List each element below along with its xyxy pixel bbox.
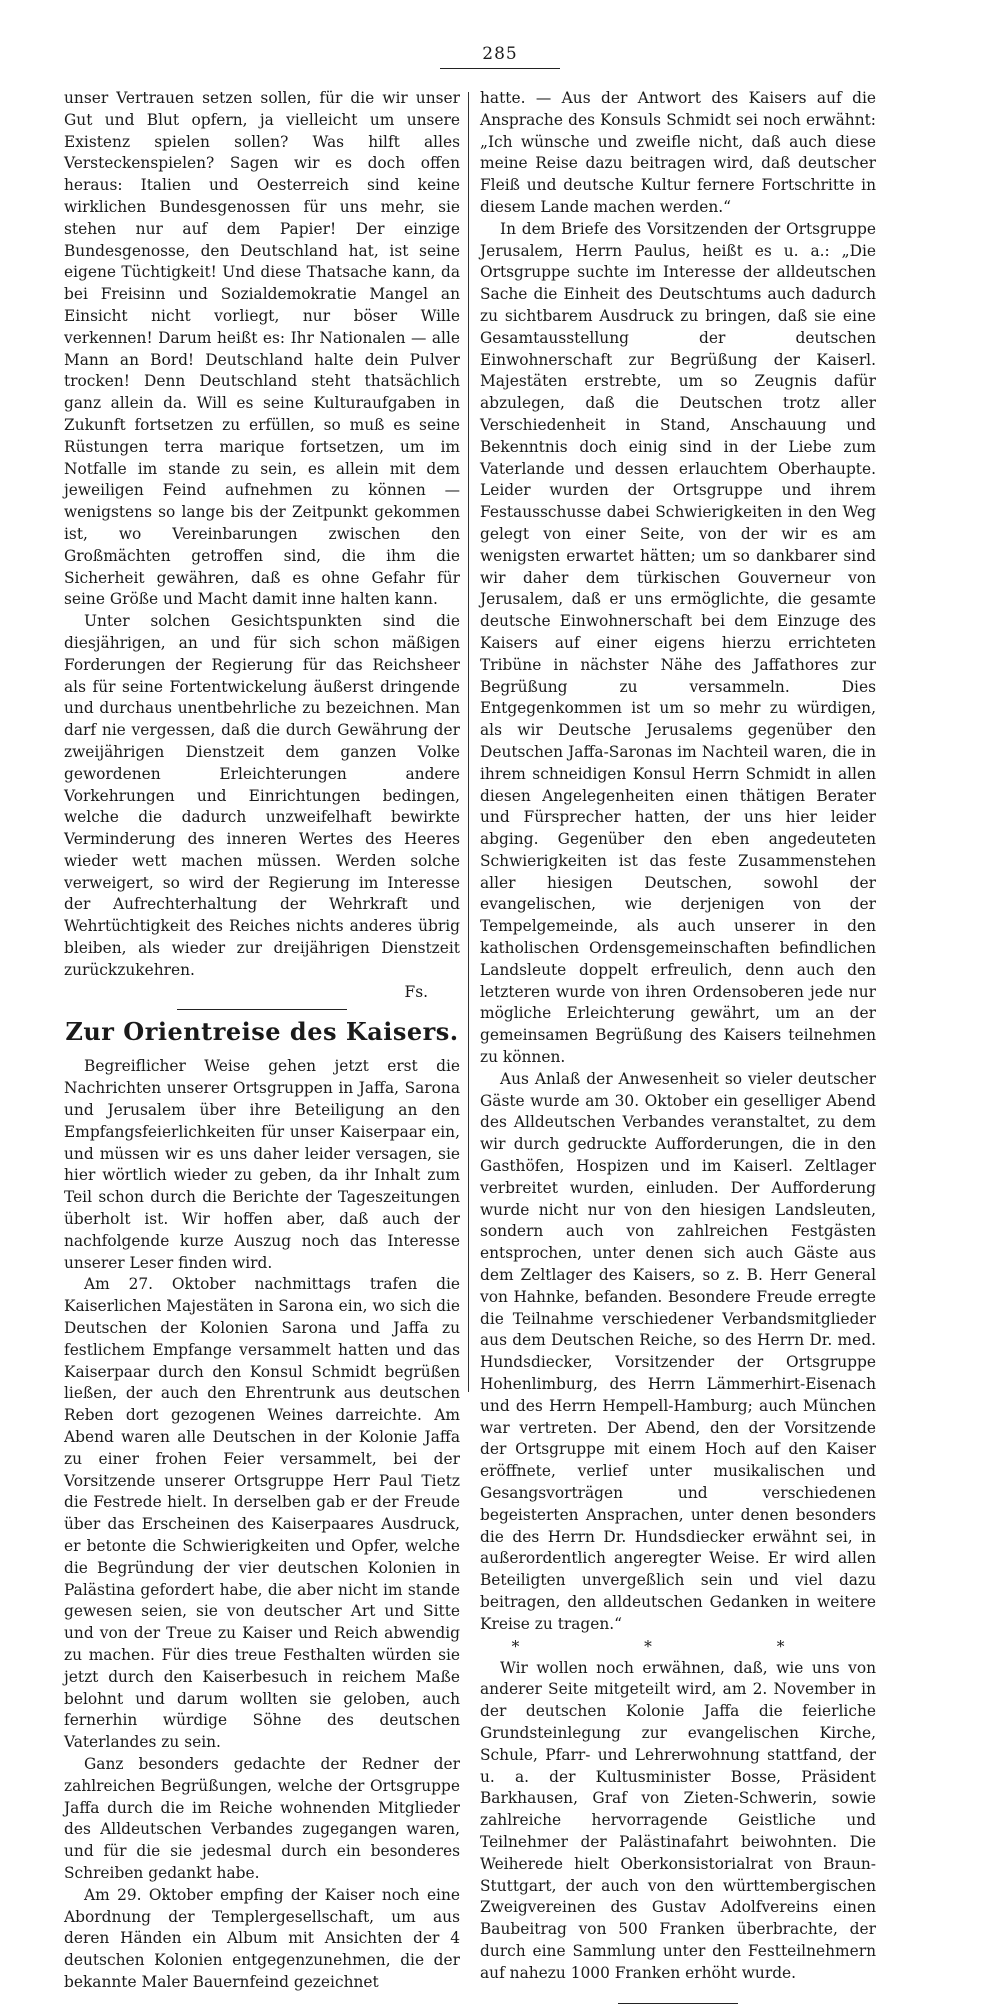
column-divider [468,92,469,1392]
left-paragraph-6: Am 29. Oktober empfing der Kaiser noch eine Abordnung der Templergesellschaft, um aus deren Händen ein Album mit Ansichten der 4 deutschen Kolonien entgegenzunehmen, die der bekannte Maler Bauernfeind gezeichnet [64,1885,460,1991]
section-title: Zur Orientreise des Kaisers. [65,1017,459,1047]
left-paragraph-1: unser Vertrauen setzen sollen, für die wir unser Gut und Blut opfern, ja vielleicht um unsere Existenz spielen sollen? Was hilft alles Versteckenspielen? Sagen wir es doch offen heraus: Italien und Oesterreich sind keine wirklichen Bundesgenossen für uns mehr, sie stehen nur auf dem Papier! Der einzige Bundesgenosse, den Deutschland hat, ist seine eigene Tüchtigkeit! Und diese Thatsache kann, da bei Freisinn und Sozialdemokratie Mangel an Einsicht nicht vorliegt, nur böser Wille verkennen! Darum heißt es: Ihr Nationalen — alle Mann an Bord! Deutschland halte dein Pulver trocken! Denn Deutschland steht thatsächlich ganz allein da. Will es seine Kulturaufgaben in Zukunft fortsetzen zu erfüllen, so muß es seine Rüstungen terra marique fortsetzen, um im Notfalle im stande zu sein, es allein mit dem jeweiligen Feind aufnehmen zu können — wenigstens so lange bis der Zeitpunkt gekommen ist, wo Vereinbarungen zwischen den Großmächten getroffen sind, die ihm die Sicherheit gewähren, daß es ohne Gefahr für seine Größe und Macht damit inne halten kann. [64,89,460,609]
author-signature: Fs. [404,982,428,1001]
section-divider [177,1009,347,1010]
right-column [480,88,876,2004]
left-paragraph-4: Am 27. Oktober nachmittags trafen die Kaiserlichen Majestäten in Sarona ein, wo sich die Deutschen der Kolonien Sarona und Jaffa zu festlichem Empfange versammelt hatten und das Kaiserpaar durch den Konsul Schmidt begrüßen ließen, der auch den Ehrentrunk aus deutschen Reben dort gezogenen Weines darreichte. Am Abend waren alle Deutschen in der Kolonie Jaffa zu einer frohen Feier versammelt, bei der Vorsitzende unserer Ortsgruppe Herr Paul Tietz die Festrede hielt. In derselben gab er der Freude über das Erscheinen des Kaiserpaares Ausdruck, er betonte die Schwierigkeiten und Opfer, welche die Begründung der vier deutschen Kolonien in Palästina gefordert habe, die aber nicht im stande gewesen seien, sie von deutscher Art und Sitte und von der Treue zu Kaiser und Reich abwendig zu machen. Für dies treue Festhalten würden sie jetzt durch den Kaiserbesuch in reichem Maße belohnt und darum wollten sie geloben, auch fernerhin würdige Söhne des deutschen Vaterlandes zu sein. [64,1275,460,1752]
left-paragraph-5: Ganz besonders gedachte der Redner der zahlreichen Begrüßungen, welche der Ortsgruppe Jaffa durch die im Reiche wohnenden Mitglieder des Alldeutschen Verbandes zugegangen waren, und für die sie jedesmal durch ein besonderes Schreiben gedankt habe. [64,1754,460,1882]
end-rule [618,2003,738,2004]
left-paragraph-2: Unter solchen Gesichtspunkten sind die diesjährigen, an und für sich schon mäßigen Forderungen der Regierung für das Reichsheer als für seine Fortentwickelung äußerst dringende und durchaus unentbehrliche zu bezeichnen. Man darf nie vergessen, daß die durch Gewährung der zweijährigen Dienstzeit dem ganzen Volke gewordenen Erleichterungen andere Vorkehrungen und Einrichtungen bedingen, welche die dadurch unzweifelhaft bewirkte Verminderung des inneren Wertes des Heeres wieder wett machen müssen. Werden solche verweigert, so wird der Regierung im Interesse der Aufrechterhaltung der Wehrkraft und Wehrtüchtigkeit des Reiches nichts anderes übrig bleiben, als wieder zur dreijährigen Dienstzeit zurückzukehren. [64,612,460,979]
right-paragraph-3: Aus Anlaß der Anwesenheit so vieler deutscher Gäste wurde am 30. Oktober ein geselliger Abend des Alldeutschen Verbandes veranstaltet, zu dem wir durch gedruckte Aufforderungen, die in den Gasthöfen, Hospizen und im Kaiserl. Zeltlager verbreitet wurden, einluden. Der Aufforderung wurde nicht nur von den hiesigen Landsleuten, sondern auch von zahlreichen Festgästen entsprochen, unter denen sich auch Gäste aus dem Zeltlager des Kaisers, so z. B. Herr General von Hahnke, befanden. Besondere Freude erregte die Teilnahme verschiedener Verbandsmitglieder aus dem Deutschen Reiche, so des Herrn Dr. med. Hundsdiecker, Vorsitzender der Ortsgruppe Hohenlimburg, des Herrn Lämmerhirt-Eisenach und des Herrn Hempell-Hamburg; auch München war vertreten. Der Abend, den der Vorsitzende der Ortsgruppe mit einem Hoch auf den Kaiser eröffnete, verlief unter musikalischen und Gesangsvorträgen und verschiedenen begeisterten Ansprachen, unter denen besonders die des Herrn Dr. Hundsdiecker erwähnt sei, in außerordentlich angeregter Weise. Er wird allen Beteiligten unvergeßlich sein und viel dazu beitragen, den alldeutschen Gedanken in weitere Kreise zu tragen.“ [480,1069,876,1633]
asterism-separator: * * * [511,1637,845,1656]
left-column [64,88,460,1994]
page-number: 285 [482,44,518,64]
left-paragraph-3: Begreiflicher Weise gehen jetzt erst die Nachrichten unserer Ortsgruppen in Jaffa, Sarona und Jerusalem über ihre Beteiligung an den Empfangsfeierlichkeiten für unser Kaiserpaar ein, und müssen wir es uns daher leider versagen, sie hier wörtlich wieder zu geben, da ihr Inhalt zum Teil schon durch die Berichte der Tageszeitungen überholt ist. Wir hoffen aber, daß auch der nachfolgende kurze Auszug noch das Interesse unserer Leser finden wird. [64,1057,460,1272]
header-rule [440,68,560,69]
right-paragraph-1: hatte. — Aus der Antwort des Kaisers auf die Ansprache des Konsuls Schmidt sei noch erwähnt: „Ich wünsche und zweifle nicht, daß auch diese meine Reise dazu beitragen wird, daß deutscher Fleiß und deutsche Kultur fernere Fortschritte in diesem Lande machen werden.“ [480,89,876,216]
right-paragraph-4: Wir wollen noch erwähnen, daß, wie uns von anderer Seite mitgeteilt wird, am 2. November in der deutschen Kolonie Jaffa die feierliche Grundsteinlegung zur evangelischen Kirche, Schule, Pfarr- und Lehrerwohnung stattfand, der u. a. der Kultusminister Bosse, Präsident Barkhausen, Graf von Zieten-Schwerin, sowie zahlreiche hervorragende Geistliche und Teilnehmer der Palästinafahrt beiwohnten. Die Weiherede hielt Oberkonsistorialrat von Braun-Stuttgart, der auch von den württembergischen Zweigvereinen des Gustav Adolfvereins einen Baubeitrag von 500 Franken überbrachte, der durch eine Sammlung unter den Festteilnehmern auf nahezu 1000 Franken erhöht wurde. [480,1658,876,1982]
right-paragraph-2: In dem Briefe des Vorsitzenden der Ortsgruppe Jerusalem, Herrn Paulus, heißt es u. a.: „Die Ortsgruppe suchte im Interesse der alldeutschen Sache die Einheit des Deutschtums auch dadurch zu sichtbarem Ausdruck zu bringen, daß sie eine Gesamtausstellung der deutschen Einwohnerschaft zur Begrüßung der Kaiserl. Majestäten erstrebte, um so Zeugnis dafür abzulegen, daß die Deutschen trotz aller Verschiedenheit in Stand, Anschauung und Bekenntnis doch einig sind in der Liebe zum Vaterlande und dessen erlauchtem Oberhaupte. Leider wurden der Ortsgruppe und ihrem Festausschusse dabei Schwierigkeiten in den Weg gelegt von einer Seite, von der wir es am wenigsten erwartet hätten; um so dankbarer sind wir daher dem türkischen Gouverneur von Jerusalem, daß er uns ermöglichte, die gesamte deutsche Einwohnerschaft bei dem Einzuge des Kaisers auf einer eigens hierzu errichteten Tribüne in nächster Nähe des Jaffathores zur Begrüßung zu versammeln. Dies Entgegenkommen ist um so mehr zu würdigen, als wir Deutsche Jerusalems gegenüber den Deutschen Jaffa-Saronas im Nachteil waren, die in ihrem schneidigen Konsul Herrn Schmidt in allen diesen Angelegenheiten einen thätigen Berater und Fürsprecher hatten, der uns hier leider abging. Gegenüber den eben angedeuteten Schwierigkeiten ist das feste Zusammenstehen aller hiesigen Deutschen, sowohl der evangelischen, wie derjenigen von der Tempelgemeinde, als auch unserer in den katholischen Ordensgemeinschaften befindlichen Landsleute doppelt erfreulich, denn auch den letzteren wurde von ihren Ordensoberen jede nur mögliche Erleichterung gewährt, um an der gemeinsamen Begrüßung des Kaisers teilnehmen zu können. [480,219,876,1067]
